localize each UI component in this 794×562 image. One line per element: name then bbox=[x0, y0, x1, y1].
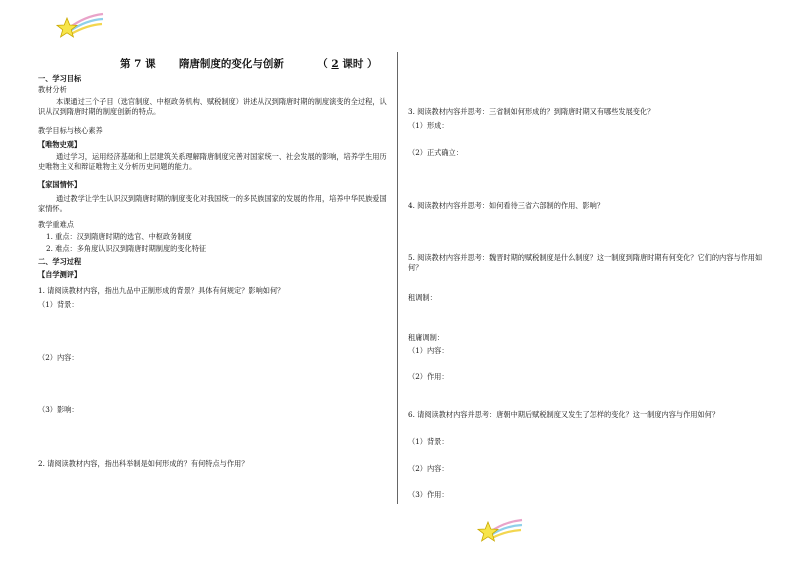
lesson-number: 第 7 课 bbox=[120, 58, 156, 70]
keypoints-label: 教学重难点 bbox=[38, 220, 74, 229]
patriotism-heading: 【家国情怀】 bbox=[38, 180, 82, 189]
hours-number: 2 bbox=[331, 58, 339, 70]
hours-close: 课时 ） bbox=[342, 58, 378, 70]
goals-label: 教学目标与核心素养 bbox=[38, 126, 103, 135]
section-learning-process: 二、学习过程 bbox=[38, 257, 82, 266]
q1-impact-label: （3）影响： bbox=[38, 405, 79, 414]
self-test-heading: 【自学测评】 bbox=[38, 270, 82, 279]
materialism-heading: 【唯物史观】 bbox=[38, 140, 82, 149]
q5-content-label: （1）内容： bbox=[408, 346, 449, 355]
section-learning-goals: 一、学习目标 bbox=[38, 74, 82, 83]
question-4: 4. 阅读教材内容并思考：如何看待三省六部制的作用、影响？ bbox=[408, 201, 605, 210]
column-divider bbox=[397, 52, 398, 504]
hours-open: （ bbox=[317, 58, 328, 70]
q3-establish-label: （2）正式确立： bbox=[408, 148, 463, 157]
question-2: 2. 请阅读教材内容，指出科举制是如何形成的？有何特点与作用？ bbox=[38, 459, 249, 468]
keypoint-2: 2. 难点：多角度认识汉到隋唐时期制度的变化特征 bbox=[46, 244, 207, 253]
question-1: 1. 请阅读教材内容，指出九品中正制形成的背景？具体有何规定？影响如何？ bbox=[38, 286, 285, 295]
patriotism-paragraph: 通过教学让学生认识汉到隋唐时期的制度变化对我国统一的多民族国家的发展的作用，培养中华民族爱国家情怀。 bbox=[38, 194, 387, 213]
shooting-star-bottom-icon bbox=[476, 514, 524, 548]
shooting-star-top-icon bbox=[55, 10, 105, 44]
q6-effect-label: （3）作用： bbox=[408, 490, 449, 499]
q1-background-label: （1）背景： bbox=[38, 300, 79, 309]
q5-effect-label: （2）作用： bbox=[408, 372, 449, 381]
keypoint-1: 1. 重点：汉到隋唐时期的选官、中枢政务制度 bbox=[46, 232, 192, 241]
q6-content-label: （2）内容： bbox=[408, 464, 449, 473]
q5-zuyongdiao-label: 租庸调制： bbox=[408, 333, 444, 342]
analysis-paragraph: 本课通过三个子目（选官制度、中枢政务机构、赋税制度）讲述从汉到隋唐时期的制度演变的全过程，认识从汉到隋唐时期的制度创新的特点。 bbox=[38, 97, 387, 116]
question-6: 6. 请阅读教材内容并思考：唐朝中期后赋税制度又发生了怎样的变化？这一制度内容与作用如何？ bbox=[408, 410, 720, 419]
question-5: 5. 阅读教材内容并思考：魏晋时期的赋税制度是什么制度？这一制度到隋唐时期有何变化？它们的内容与作用如何？ bbox=[408, 253, 763, 272]
q3-formation-label: （1）形成： bbox=[408, 121, 449, 130]
page-title bbox=[120, 58, 378, 71]
q5-zudiao-label: 租调制： bbox=[408, 293, 437, 302]
textbook-analysis-label: 教材分析 bbox=[38, 85, 67, 94]
lesson-title: 隋唐制度的变化与创新 bbox=[178, 58, 284, 70]
q1-content-label: （2）内容： bbox=[38, 353, 79, 362]
q6-background-label: （1）背景： bbox=[408, 437, 449, 446]
materialism-paragraph: 通过学习，运用经济基础和上层建筑关系理解隋唐制度完善对国家统一、社会发展的影响，培养学生用历史唯物主义和辩证唯物主义分析历史问题的能力。 bbox=[38, 152, 387, 171]
question-3: 3. 阅读教材内容并思考：三省制如何形成的？到隋唐时期又有哪些发展变化？ bbox=[408, 107, 655, 116]
